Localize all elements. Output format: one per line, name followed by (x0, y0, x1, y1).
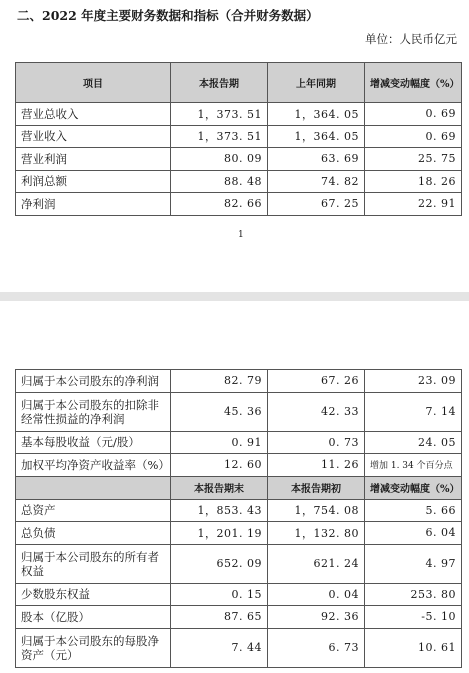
cell-current: 45. 36 (171, 392, 268, 431)
cell-period-end: 1，201. 19 (171, 522, 268, 545)
table-row (16, 499, 462, 522)
cell-period-start: 92. 36 (268, 606, 365, 629)
row-label: 营业利润 (16, 148, 171, 171)
header-period-start: 本报告期初 (268, 476, 365, 499)
cell-change: 18. 26 (365, 170, 462, 193)
cell-period-end: 1，853. 43 (171, 499, 268, 522)
cell-current: 88. 48 (171, 170, 268, 193)
financial-table-1 (15, 62, 462, 216)
cell-current: 82. 79 (171, 370, 268, 393)
table-row (16, 193, 462, 216)
financial-table-2 (15, 369, 462, 668)
cell-change: 23. 09 (365, 370, 462, 393)
cell-period-end: 652. 09 (171, 544, 268, 583)
cell-change-note: 增加 1. 34 个百分点 (365, 454, 462, 477)
header-change-pct: 增减变动幅度（%） (365, 63, 462, 103)
row-label: 净利润 (16, 193, 171, 216)
row-label: 归属于本公司股东的每股净资产（元） (16, 628, 171, 667)
cell-change: 5. 66 (365, 499, 462, 522)
cell-change: 10. 61 (365, 628, 462, 667)
page-number: 1 (238, 230, 244, 240)
cell-current: 12. 60 (171, 454, 268, 477)
cell-prior: 74. 82 (268, 170, 365, 193)
cell-prior: 1，364. 05 (268, 125, 365, 148)
row-label: 营业总收入 (16, 103, 171, 126)
cell-change: 6. 04 (365, 522, 462, 545)
table-header-row (16, 63, 462, 103)
cell-prior: 67. 26 (268, 370, 365, 393)
cell-change: 4. 97 (365, 544, 462, 583)
table-row (16, 103, 462, 126)
cell-period-start: 621. 24 (268, 544, 365, 583)
header-current-period: 本报告期 (171, 63, 268, 103)
unit-label: 单位：人民币亿元 (365, 32, 457, 46)
cell-change: 24. 05 (365, 431, 462, 454)
cell-change: 25. 75 (365, 148, 462, 171)
header-prior-period: 上年同期 (268, 63, 365, 103)
table-row (16, 148, 462, 171)
row-label: 总资产 (16, 499, 171, 522)
cell-prior: 11. 26 (268, 454, 365, 477)
cell-current: 1，373. 51 (171, 103, 268, 126)
row-label: 少数股东权益 (16, 583, 171, 606)
cell-current: 1，373. 51 (171, 125, 268, 148)
cell-prior: 0. 73 (268, 431, 365, 454)
row-label: 总负债 (16, 522, 171, 545)
row-label: 加权平均净资产收益率（%） (16, 454, 171, 477)
cell-period-start: 1，132. 80 (268, 522, 365, 545)
table-row (16, 583, 462, 606)
table-row (16, 392, 462, 431)
cell-current: 80. 09 (171, 148, 268, 171)
cell-prior: 1，364. 05 (268, 103, 365, 126)
cell-period-end: 87. 65 (171, 606, 268, 629)
table-header-row (16, 476, 462, 499)
table-row (16, 431, 462, 454)
row-label: 归属于本公司股东的净利润 (16, 370, 171, 393)
row-label: 归属于本公司股东的扣除非经常性损益的净利润 (16, 392, 171, 431)
table-row (16, 170, 462, 193)
cell-change: 0. 69 (365, 103, 462, 126)
table-row (16, 606, 462, 629)
cell-current: 82. 66 (171, 193, 268, 216)
cell-period-start: 1，754. 08 (268, 499, 365, 522)
cell-change: 0. 69 (365, 125, 462, 148)
cell-current: 0. 91 (171, 431, 268, 454)
table-row (16, 522, 462, 545)
table-row (16, 454, 462, 477)
row-label: 基本每股收益（元/股） (16, 431, 171, 454)
row-label: 股本（亿股） (16, 606, 171, 629)
table-row (16, 544, 462, 583)
row-label: 归属于本公司股东的所有者权益 (16, 544, 171, 583)
cell-change: 253. 80 (365, 583, 462, 606)
row-label: 营业收入 (16, 125, 171, 148)
cell-prior: 63. 69 (268, 148, 365, 171)
header-item: 项目 (16, 63, 171, 103)
cell-period-start: 6. 73 (268, 628, 365, 667)
cell-prior: 42. 33 (268, 392, 365, 431)
cell-period-end: 7. 44 (171, 628, 268, 667)
cell-period-start: 0. 04 (268, 583, 365, 606)
page-separator (0, 292, 469, 301)
table-row (16, 370, 462, 393)
cell-period-end: 0. 15 (171, 583, 268, 606)
cell-prior: 67. 25 (268, 193, 365, 216)
cell-change: -5. 10 (365, 606, 462, 629)
header-change-pct: 增减变动幅度（%） (365, 476, 462, 499)
row-label: 利润总额 (16, 170, 171, 193)
table-row (16, 125, 462, 148)
cell-change: 22. 91 (365, 193, 462, 216)
header-period-end: 本报告期末 (171, 476, 268, 499)
header-empty (16, 476, 171, 499)
cell-change: 7. 14 (365, 392, 462, 431)
table-row (16, 628, 462, 667)
section-title: 二、2022 年度主要财务数据和指标（合并财务数据） (17, 8, 319, 23)
